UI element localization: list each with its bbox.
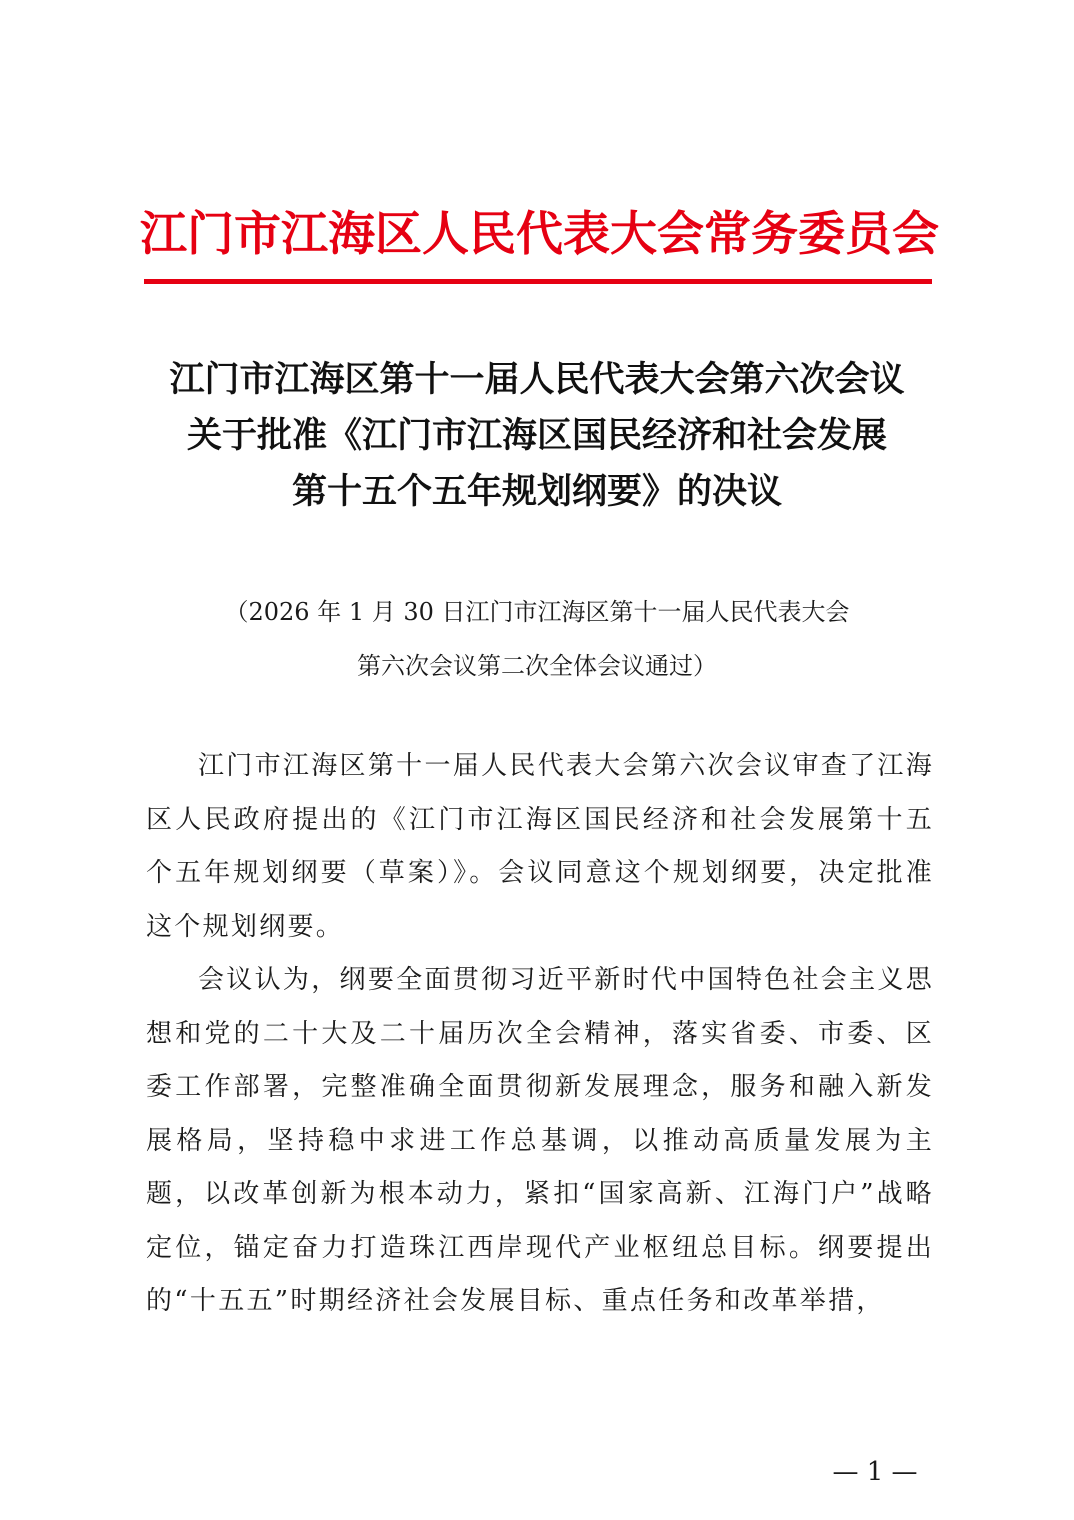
- header-red-rule: [144, 279, 932, 284]
- body-paragraph-1: 江门市江海区第十一届人民代表大会第六次会议审查了江海区人民政府提出的《江门市江海区国民经济和社会发展第十五个五年规划纲要（草案）》。会议同意这个规划纲要，决定批准这个规划纲要。: [146, 751, 934, 942]
- adoption-note-line-1: （2026 年 1 月 30 日江门市江海区第十一届人民代表大会: [224, 598, 850, 626]
- title-line-1: 江门市江海区第十一届人民代表大会第六次会议: [169, 359, 905, 400]
- adoption-note-line-2: 第六次会议第二次全体会议通过）: [357, 652, 717, 680]
- organization-header: 江门市江海区人民代表大会常务委员会: [140, 207, 939, 262]
- document-title: [110, 352, 964, 520]
- adoption-note: [110, 585, 964, 693]
- page-number: — 1 —: [832, 1457, 918, 1487]
- body-paragraph-2: 会议认为，纲要全面贯彻习近平新时代中国特色社会主义思想和党的二十大及二十届历次全会精神，落实省委、市委、区委工作部署，完整准确全面贯彻新发展理念，服务和融入新发展格局，坚持稳中求进工作总基调，以推动高质量发展为主题，以改革创新为根本动力，紧扣“国家高新、江海门户”战略定位，锚定奋力打造珠江西岸现代产业枢纽总目标。纲要提出的“十五五”时期经济社会发展目标、重点任务和改革举措，: [146, 965, 934, 1316]
- title-line-3: 第十五个五年规划纲要》的决议: [291, 471, 782, 512]
- body-text: [146, 740, 934, 1329]
- title-line-2: 关于批准《江门市江海区国民经济和社会发展: [186, 415, 887, 456]
